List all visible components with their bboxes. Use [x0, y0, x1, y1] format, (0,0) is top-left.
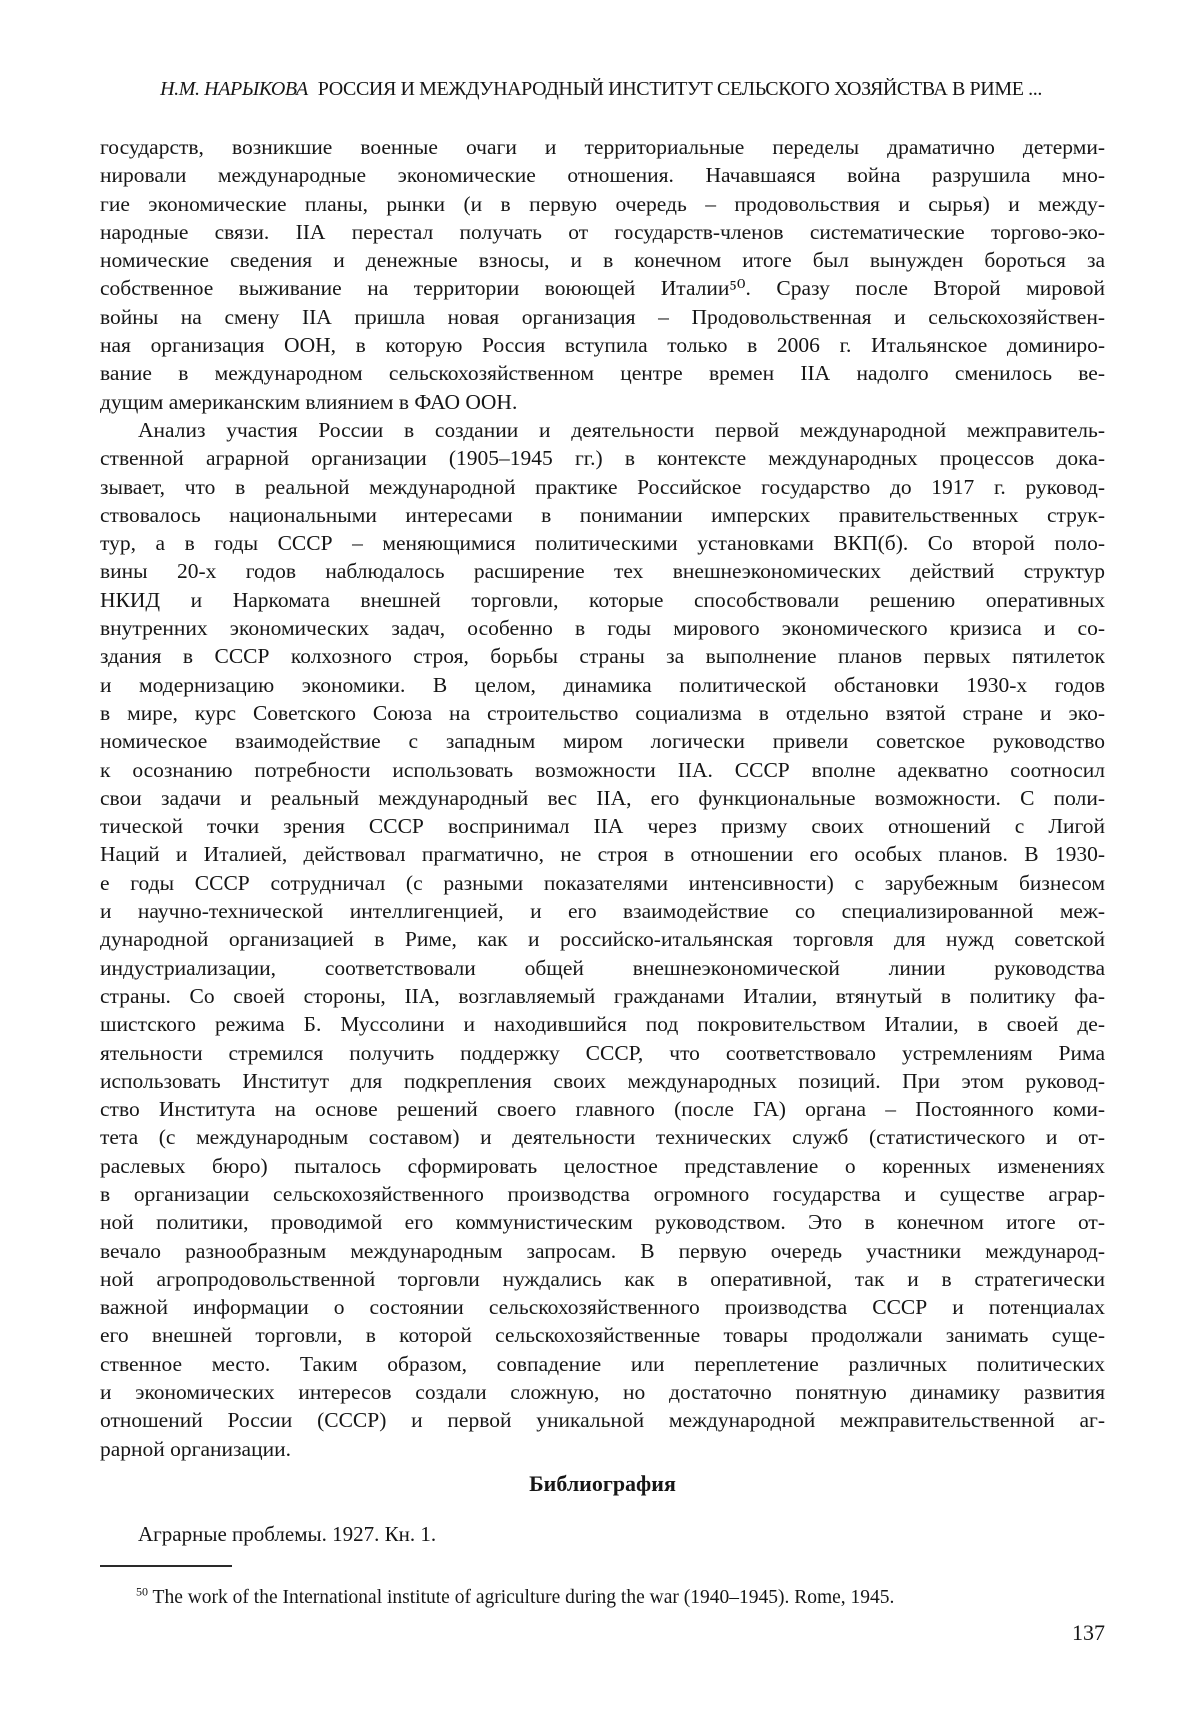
body-line: здания в СССР колхозного строя, борьбы страны за выполнение планов первых пятилеток [100, 644, 1105, 669]
body-line: к осознанию потребности использовать возможности IIА. СССР вполне адекватно соотносил [100, 757, 1105, 782]
body-line: внутренних экономических задач, особенно в годы мирового экономического кризиса и со- [100, 616, 1105, 641]
body-line: и научно-технической интеллигенцией, и его взаимодействие со специализированной меж- [100, 899, 1105, 924]
footnote-text: The work of the International institute of agriculture during the war (1940–1945). Rome, 1945. [152, 1587, 895, 1608]
body-line: е годы СССР сотрудничал (с разными показателями интенсивности) с зарубежным бизнесом [100, 870, 1105, 895]
body-line: тур, а в годы СССР – меняющимися политическими установками ВКП(б). Со второй поло- [100, 531, 1105, 556]
body-line: его внешней торговли, в которой сельскохозяйственные товары продолжали занимать суще- [100, 1323, 1105, 1348]
body-line: страны. Со своей стороны, IIА, возглавляемый гражданами Италии, втянутый в политику фа- [100, 983, 1105, 1008]
body-line: ятельности стремился получить поддержку СССР, что соответствовало устремлениям Рима [100, 1040, 1105, 1065]
running-header [97, 76, 1105, 102]
body-line: вечало разнообразным международным запросам. В первую очередь участники международ- [100, 1238, 1105, 1263]
body-line: государств, возникшие военные очаги и территориальные переделы драматично детерми- [100, 135, 1105, 159]
footnote-marker: 50 [136, 1584, 148, 1599]
body-line: отношений России (СССР) и первой уникальной международной межправительственной аг- [100, 1408, 1105, 1433]
body-line: войны на смену IIА пришла новая организация – Продовольственная и сельскохозяйствен- [100, 304, 1105, 329]
body-line: Анализ участия России в создании и деятельности первой международной межправитель- [138, 417, 1105, 442]
body-line: ной политики, проводимой его коммунистическим руководством. Это в конечном итоге от- [100, 1210, 1105, 1235]
body-line: ственное место. Таким образом, совпадение или переплетение различных политических [100, 1351, 1105, 1376]
body-line: ственной аграрной организации (1905–1945 гг.) в контексте международных процессов дока- [100, 446, 1105, 471]
body-line: использовать Институт для подкрепления своих международных позиций. При этом руковод- [100, 1068, 1105, 1093]
bibliography-heading: Библиография [529, 1471, 676, 1496]
body-line: рарной организации. [100, 1436, 291, 1461]
body-line: Наций и Италией, действовал прагматично, не строя в отношении его особых планов. В 1930- [100, 842, 1105, 867]
body-line: в организации сельскохозяйственного производства огромного государства и существе аграр- [100, 1181, 1105, 1206]
footnote [100, 1585, 1105, 1610]
body-line: раслевых бюро) пыталось сформировать целостное представление о коренных изменениях [100, 1153, 1105, 1178]
body-line: ной агропродовольственной торговли нуждались как в оперативной, так и в стратегически [100, 1266, 1105, 1291]
header-author: Н.М. НАРЫКОВА [160, 78, 308, 100]
body-line: гие экономические планы, рынки (и в первую очередь – продовольствия и сырья) и между- [100, 191, 1105, 216]
body-line: и экономических интересов создали сложную, но достаточно понятную динамику развития [100, 1380, 1105, 1405]
body-line: тической точки зрения СССР воспринимал IIА через призму своих отношений с Лигой [100, 814, 1105, 839]
body-line: ная организация ООН, в которую Россия вступила только в 2006 г. Итальянское доминиро- [100, 333, 1105, 358]
body-line: тета (с международным составом) и деятельности технических служб (статистического и от- [100, 1125, 1105, 1150]
body-line: народные связи. IIА перестал получать от государств-членов систематические торгово-эко- [100, 219, 1105, 244]
body-line: нировали международные экономические отношения. Начавшаяся война разрушила мно- [100, 163, 1105, 188]
body-line: номическое взаимодействие с западным миром логически привели советское руководство [100, 729, 1105, 754]
page-number: 137 [1072, 1620, 1105, 1645]
body-line: важной информации о состоянии сельскохозяйственного производства СССР и потенциалах [100, 1295, 1105, 1320]
body-line: вины 20-х годов наблюдалось расширение тех внешнеэкономических действий структур [100, 559, 1105, 584]
body-text [100, 133, 1105, 1463]
bibliography-entry: Аграрные проблемы. 1927. Кн. 1. [138, 1522, 437, 1546]
body-line: дународной организацией в Риме, как и российско-итальянская торговля для нужд советской [100, 927, 1105, 952]
body-line: свои задачи и реальный международный вес IIА, его функциональные возможности. С поли- [100, 785, 1105, 810]
body-line: вание в международном сельскохозяйственном центре времен IIА надолго сменилось ве- [100, 361, 1105, 386]
body-line: номические сведения и денежные взносы, и в конечном итоге был вынужден бороться за [100, 248, 1105, 273]
body-line: и модернизацию экономики. В целом, динамика политической обстановки 1930-х годов [100, 672, 1105, 697]
header-title: РОССИЯ И МЕЖДУНАРОДНЫЙ ИНСТИТУТ СЕЛЬСКОГО ХОЗЯЙСТВА В РИМЕ ... [317, 78, 1042, 100]
body-line: индустриализации, соответствовали общей внешнеэкономической линии руководства [100, 955, 1105, 980]
body-line: шистского режима Б. Муссолини и находившийся под покровительством Италии, в своей де- [100, 1012, 1105, 1037]
body-line: НКИД и Наркомата внешней торговли, которые способствовали решению оперативных [100, 587, 1105, 612]
body-line: ство Института на основе решений своего главного (после ГА) органа – Постоянного коми- [100, 1097, 1105, 1122]
body-line: зывает, что в реальной международной практике Российское государство до 1917 г. руковод- [100, 474, 1105, 499]
body-line: в мире, курс Советского Союза на строительство социализма в отдельно взятой стране и эко- [100, 700, 1105, 725]
body-line: дущим американским влиянием в ФАО ООН. [100, 389, 518, 414]
body-line: собственное выживание на территории воюющей Италии⁵⁰. Сразу после Второй мировой [100, 276, 1105, 301]
footnote-separator [100, 1565, 232, 1567]
body-line: ствовалось национальными интересами в понимании имперских правительственных струк- [100, 502, 1105, 527]
